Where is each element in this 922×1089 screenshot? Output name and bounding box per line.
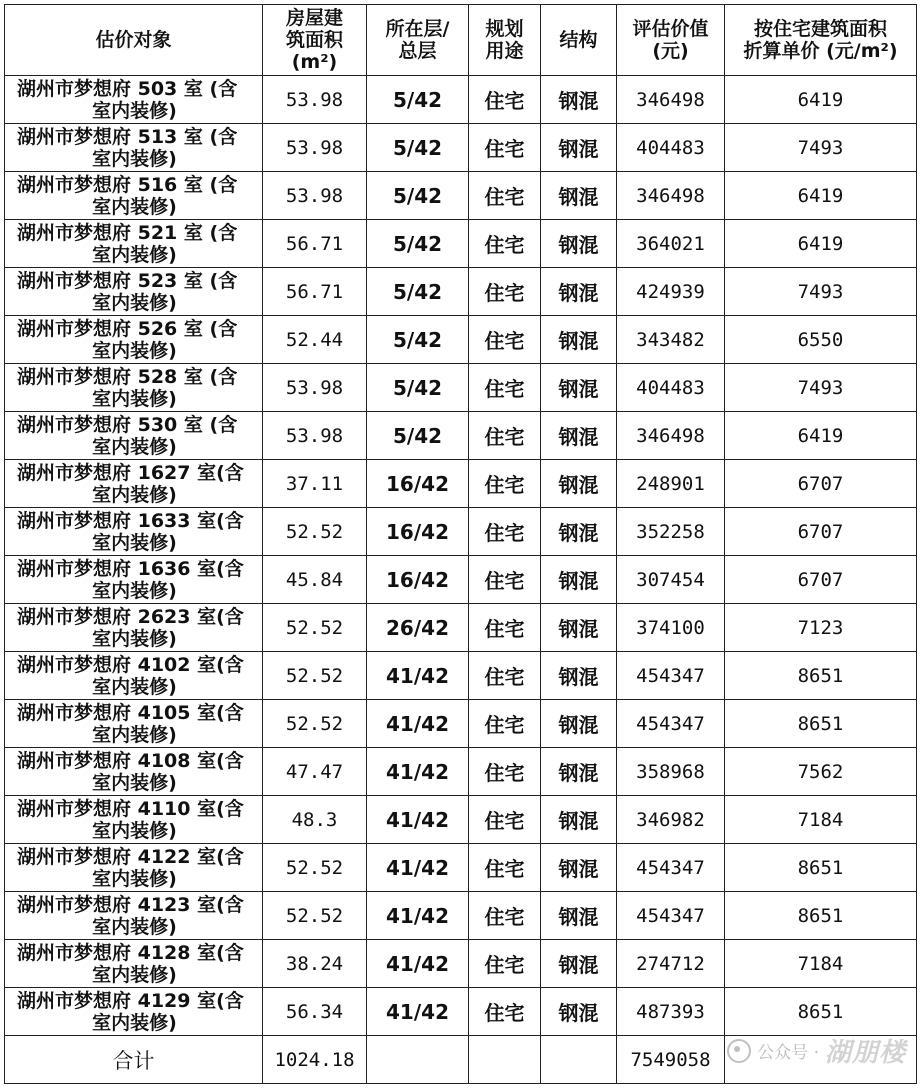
- floor-cell: 16/42: [367, 556, 469, 604]
- floor-cell: 41/42: [367, 700, 469, 748]
- floor-cell: 41/42: [367, 652, 469, 700]
- total-empty-floor: [367, 1036, 469, 1084]
- area-cell: 52.52: [263, 508, 367, 556]
- header-object: 估价对象: [5, 5, 263, 76]
- object-name-line1: 湖州市梦想府 2623 室(含: [17, 605, 244, 628]
- floor-cell: 41/42: [367, 892, 469, 940]
- area-cell: 38.24: [263, 940, 367, 988]
- structure-cell: 钢混: [541, 844, 617, 892]
- unit-price-cell: 8651: [725, 892, 917, 940]
- total-empty-struct: [541, 1036, 617, 1084]
- object-name-cell: [5, 556, 263, 604]
- structure-cell: 钢混: [541, 364, 617, 412]
- table-row: [5, 508, 917, 556]
- area-cell: 56.71: [263, 220, 367, 268]
- table-row: [5, 268, 917, 316]
- object-name-line2: 室内装修): [92, 771, 177, 794]
- object-name-cell: [5, 76, 263, 124]
- floor-cell: 16/42: [367, 508, 469, 556]
- floor-cell: 5/42: [367, 124, 469, 172]
- structure-cell: 钢混: [541, 796, 617, 844]
- floor-cell: 5/42: [367, 364, 469, 412]
- object-name-line2: 室内装修): [92, 579, 177, 602]
- object-name-cell: [5, 604, 263, 652]
- object-name-line1: 湖州市梦想府 4129 室(含: [17, 989, 244, 1012]
- table-row: [5, 172, 917, 220]
- area-cell: 53.98: [263, 172, 367, 220]
- object-name-line2: 室内装修): [92, 339, 177, 362]
- object-name-line1: 湖州市梦想府 4110 室(含: [17, 797, 244, 820]
- floor-cell: 41/42: [367, 844, 469, 892]
- table-row: [5, 220, 917, 268]
- object-name-line2: 室内装修): [92, 147, 177, 170]
- object-name-line2: 室内装修): [92, 867, 177, 890]
- value-cell: 307454: [617, 556, 725, 604]
- object-name-line1: 湖州市梦想府 503 室 (含: [17, 77, 238, 100]
- object-name-cell: [5, 364, 263, 412]
- structure-cell: 钢混: [541, 748, 617, 796]
- table-row: [5, 364, 917, 412]
- floor-cell: 5/42: [367, 316, 469, 364]
- valuation-table: [4, 4, 917, 1084]
- object-name-cell: [5, 172, 263, 220]
- floor-cell: 41/42: [367, 748, 469, 796]
- object-name-line2: 室内装修): [92, 387, 177, 410]
- area-cell: 52.52: [263, 652, 367, 700]
- use-cell: 住宅: [469, 892, 541, 940]
- object-name-line2: 室内装修): [92, 99, 177, 122]
- unit-price-cell: 6707: [725, 460, 917, 508]
- table-row: [5, 748, 917, 796]
- use-cell: 住宅: [469, 700, 541, 748]
- object-name-line1: 湖州市梦想府 4122 室(含: [17, 845, 244, 868]
- use-cell: 住宅: [469, 316, 541, 364]
- use-cell: 住宅: [469, 844, 541, 892]
- unit-price-cell: 8651: [725, 700, 917, 748]
- object-name-line2: 室内装修): [92, 819, 177, 842]
- object-name-line1: 湖州市梦想府 1636 室(含: [17, 557, 244, 580]
- object-name-cell: [5, 748, 263, 796]
- unit-price-cell: 7562: [725, 748, 917, 796]
- value-cell: 454347: [617, 892, 725, 940]
- object-name-line1: 湖州市梦想府 521 室 (含: [17, 221, 238, 244]
- use-cell: 住宅: [469, 76, 541, 124]
- use-cell: 住宅: [469, 796, 541, 844]
- header-floor: 所在层/ 总层: [367, 5, 469, 76]
- value-cell: 454347: [617, 700, 725, 748]
- object-name-cell: [5, 700, 263, 748]
- value-cell: 424939: [617, 268, 725, 316]
- area-cell: 47.47: [263, 748, 367, 796]
- object-name-line2: 室内装修): [92, 915, 177, 938]
- object-name-line1: 湖州市梦想府 4123 室(含: [17, 893, 244, 916]
- object-name-cell: [5, 412, 263, 460]
- floor-cell: 5/42: [367, 268, 469, 316]
- total-empty-use: [469, 1036, 541, 1084]
- table-row: [5, 940, 917, 988]
- unit-price-cell: 6419: [725, 172, 917, 220]
- object-name-line1: 湖州市梦想府 4105 室(含: [17, 701, 244, 724]
- unit-price-cell: 6419: [725, 412, 917, 460]
- watermark-brand: 湖朋楼: [824, 1038, 906, 1068]
- table-row: [5, 316, 917, 364]
- object-name-cell: [5, 652, 263, 700]
- table-row: [5, 124, 917, 172]
- object-name-line1: 湖州市梦想府 528 室 (含: [17, 365, 238, 388]
- use-cell: 住宅: [469, 508, 541, 556]
- table-row: [5, 76, 917, 124]
- table-row: [5, 988, 917, 1036]
- object-name-cell: [5, 988, 263, 1036]
- structure-cell: 钢混: [541, 988, 617, 1036]
- use-cell: 住宅: [469, 988, 541, 1036]
- value-cell: 454347: [617, 652, 725, 700]
- structure-cell: 钢混: [541, 172, 617, 220]
- use-cell: 住宅: [469, 220, 541, 268]
- value-cell: 374100: [617, 604, 725, 652]
- object-name-line1: 湖州市梦想府 516 室 (含: [17, 173, 238, 196]
- use-cell: 住宅: [469, 556, 541, 604]
- area-cell: 53.98: [263, 124, 367, 172]
- object-name-cell: [5, 508, 263, 556]
- unit-price-cell: 8651: [725, 844, 917, 892]
- unit-price-cell: 7184: [725, 940, 917, 988]
- object-name-line2: 室内装修): [92, 1011, 177, 1034]
- total-area: 1024.18: [263, 1036, 367, 1084]
- area-cell: 48.3: [263, 796, 367, 844]
- value-cell: 454347: [617, 844, 725, 892]
- structure-cell: 钢混: [541, 76, 617, 124]
- use-cell: 住宅: [469, 268, 541, 316]
- floor-cell: 16/42: [367, 460, 469, 508]
- unit-price-cell: 6707: [725, 508, 917, 556]
- floor-cell: 5/42: [367, 220, 469, 268]
- wechat-official-account-icon: [727, 1039, 751, 1063]
- value-cell: 364021: [617, 220, 725, 268]
- value-cell: 346498: [617, 172, 725, 220]
- table-row: [5, 556, 917, 604]
- value-cell: 352258: [617, 508, 725, 556]
- structure-cell: 钢混: [541, 220, 617, 268]
- area-cell: 45.84: [263, 556, 367, 604]
- structure-cell: 钢混: [541, 700, 617, 748]
- object-name-cell: [5, 316, 263, 364]
- object-name-line2: 室内装修): [92, 531, 177, 554]
- area-cell: 52.52: [263, 844, 367, 892]
- unit-price-cell: 7184: [725, 796, 917, 844]
- object-name-line1: 湖州市梦想府 4108 室(含: [17, 749, 244, 772]
- use-cell: 住宅: [469, 460, 541, 508]
- use-cell: 住宅: [469, 412, 541, 460]
- watermark: [727, 1032, 906, 1069]
- object-name-cell: [5, 268, 263, 316]
- object-name-line1: 湖州市梦想府 523 室 (含: [17, 269, 238, 292]
- object-name-cell: [5, 220, 263, 268]
- unit-price-cell: 8651: [725, 988, 917, 1036]
- object-name-line2: 室内装修): [92, 291, 177, 314]
- header-unit-price: 按住宅建筑面积 折算单价 (元/m²): [725, 5, 917, 76]
- object-name-line1: 湖州市梦想府 1627 室(含: [17, 461, 244, 484]
- object-name-line2: 室内装修): [92, 483, 177, 506]
- use-cell: 住宅: [469, 364, 541, 412]
- value-cell: 404483: [617, 124, 725, 172]
- area-cell: 52.44: [263, 316, 367, 364]
- floor-cell: 5/42: [367, 412, 469, 460]
- structure-cell: 钢混: [541, 940, 617, 988]
- value-cell: 346498: [617, 76, 725, 124]
- object-name-line1: 湖州市梦想府 4128 室(含: [17, 941, 244, 964]
- total-label: 合计: [5, 1036, 263, 1084]
- object-name-line1: 湖州市梦想府 526 室 (含: [17, 317, 238, 340]
- structure-cell: 钢混: [541, 316, 617, 364]
- object-name-cell: [5, 844, 263, 892]
- object-name-line2: 室内装修): [92, 675, 177, 698]
- object-name-line2: 室内装修): [92, 963, 177, 986]
- use-cell: 住宅: [469, 604, 541, 652]
- object-name-line1: 湖州市梦想府 4102 室(含: [17, 653, 244, 676]
- floor-cell: 5/42: [367, 172, 469, 220]
- value-cell: 346982: [617, 796, 725, 844]
- use-cell: 住宅: [469, 124, 541, 172]
- table-row: [5, 460, 917, 508]
- unit-price-cell: 6419: [725, 220, 917, 268]
- table-row: [5, 604, 917, 652]
- value-cell: 248901: [617, 460, 725, 508]
- unit-price-cell: 6419: [725, 76, 917, 124]
- value-cell: 274712: [617, 940, 725, 988]
- unit-price-cell: 7493: [725, 364, 917, 412]
- header-value: 评估价值 (元): [617, 5, 725, 76]
- total-value: 7549058: [617, 1036, 725, 1084]
- table-row: [5, 412, 917, 460]
- header-area: 房屋建 筑面积 (m²): [263, 5, 367, 76]
- structure-cell: 钢混: [541, 460, 617, 508]
- value-cell: 343482: [617, 316, 725, 364]
- object-name-line1: 湖州市梦想府 530 室 (含: [17, 413, 238, 436]
- use-cell: 住宅: [469, 940, 541, 988]
- floor-cell: 41/42: [367, 940, 469, 988]
- table-row: [5, 892, 917, 940]
- area-cell: 53.98: [263, 76, 367, 124]
- header-structure: 结构: [541, 5, 617, 76]
- table-row: [5, 700, 917, 748]
- use-cell: 住宅: [469, 172, 541, 220]
- area-cell: 52.52: [263, 604, 367, 652]
- object-name-line2: 室内装修): [92, 435, 177, 458]
- unit-price-cell: 7493: [725, 124, 917, 172]
- object-name-cell: [5, 796, 263, 844]
- structure-cell: 钢混: [541, 268, 617, 316]
- table-row: [5, 844, 917, 892]
- structure-cell: 钢混: [541, 508, 617, 556]
- use-cell: 住宅: [469, 652, 541, 700]
- header-row: [5, 5, 917, 76]
- object-name-line1: 湖州市梦想府 1633 室(含: [17, 509, 244, 532]
- unit-price-cell: 6707: [725, 556, 917, 604]
- unit-price-cell: 6550: [725, 316, 917, 364]
- object-name-cell: [5, 460, 263, 508]
- structure-cell: 钢混: [541, 124, 617, 172]
- area-cell: 52.52: [263, 892, 367, 940]
- table-body: [5, 76, 917, 1036]
- value-cell: 487393: [617, 988, 725, 1036]
- object-name-line2: 室内装修): [92, 627, 177, 650]
- object-name-line2: 室内装修): [92, 243, 177, 266]
- value-cell: 346498: [617, 412, 725, 460]
- object-name-line2: 室内装修): [92, 195, 177, 218]
- area-cell: 56.71: [263, 268, 367, 316]
- object-name-cell: [5, 892, 263, 940]
- structure-cell: 钢混: [541, 556, 617, 604]
- object-name-cell: [5, 940, 263, 988]
- table-row: [5, 652, 917, 700]
- floor-cell: 26/42: [367, 604, 469, 652]
- value-cell: 404483: [617, 364, 725, 412]
- area-cell: 56.34: [263, 988, 367, 1036]
- object-name-line1: 湖州市梦想府 513 室 (含: [17, 125, 238, 148]
- floor-cell: 5/42: [367, 76, 469, 124]
- structure-cell: 钢混: [541, 892, 617, 940]
- unit-price-cell: 7123: [725, 604, 917, 652]
- structure-cell: 钢混: [541, 412, 617, 460]
- value-cell: 358968: [617, 748, 725, 796]
- structure-cell: 钢混: [541, 604, 617, 652]
- area-cell: 52.52: [263, 700, 367, 748]
- use-cell: 住宅: [469, 748, 541, 796]
- area-cell: 37.11: [263, 460, 367, 508]
- object-name-line2: 室内装修): [92, 723, 177, 746]
- floor-cell: 41/42: [367, 796, 469, 844]
- unit-price-cell: 8651: [725, 652, 917, 700]
- header-use: 规划 用途: [469, 5, 541, 76]
- object-name-cell: [5, 124, 263, 172]
- unit-price-cell: 7493: [725, 268, 917, 316]
- floor-cell: 41/42: [367, 988, 469, 1036]
- structure-cell: 钢混: [541, 652, 617, 700]
- table-row: [5, 796, 917, 844]
- area-cell: 53.98: [263, 364, 367, 412]
- area-cell: 53.98: [263, 412, 367, 460]
- watermark-text: 公众号 ·: [757, 1043, 819, 1063]
